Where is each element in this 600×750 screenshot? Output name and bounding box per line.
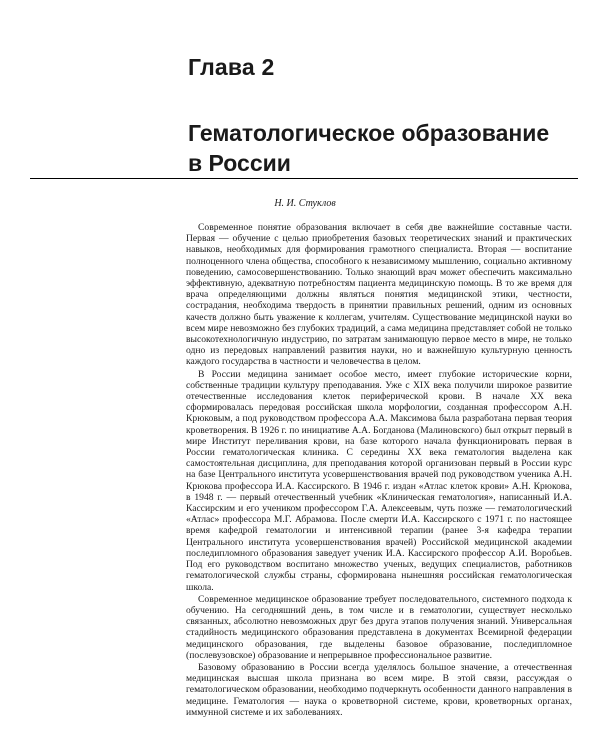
title-rule (30, 178, 578, 179)
paragraph-4: Базовому образованию в России всегда уделялось большое значение, а отечественная медицинская высшая школа признана во всем мире. В этой связи, рассуждая о гематологическом образовании, необходимо подчеркнуть особенности данного направления в медицине. Гематология — наука о кроветворной системе, крови, кроветворных органах, иммунной системе и их заболеваниях. (186, 661, 572, 718)
paragraph-2: В России медицина занимает особое место, имеет глубокие исторические корни, собственные традиции культуру преподавания. Уже с XIX века получили широкое развитие отечественные исследования клеток периферической крови. В начале XX века сформировалась передовая российская школа морфологии, созданная профессором А.Н. Крюковым, а под руководством профессора А.А. Максимова была разработана первая теория кроветворения. В 1926 г. по инициативе А.А. Богданова (Малиновского) был открыт первый в мире Институт переливания крови, на базе которого начала функционировать первая в России гематологическая клиника. С середины XX века гематология выделена как самостоятельная дисциплина, для преподавания которой организован первый в России курс на базе Центрального института усовершенствования врачей под руководством ученика А.Н. Крюкова профессора И.А. Кассирского. В 1946 г. издан «Атлас клеток крови» А.Н. Крюкова, в 1948 г. — первый отечественный учебник «Клиническая гематология», написанный И.А. Кассирским и его учеником профессором Г.А. Алексеевым, чуть позже — гематологический «Атлас» профессора М.Г. Абрамова. После смерти И.А. Кассирского с 1971 г. по настоящее время кафедрой гематологии и интенсивной терапии (ранее 3-я кафедра терапии Центрального института усовершенствования врачей) Российской медицинской академии последипломного образования заведует ученик И.А. Кассирского профессор А.И. Воробьев. Под его руководством воспитано множество ученых, ведущих специалистов, работников гематологической службы страны, сформирована нынешняя российская гематологическая школа. (186, 368, 572, 593)
chapter-body (186, 222, 572, 719)
author-name: Н. И. Стуклов (274, 198, 336, 209)
chapter-title: Гематологическое образование в России (188, 120, 550, 176)
chapter-label: Глава 2 (188, 54, 275, 80)
paragraph-3: Современное медицинское образование требует последовательного, системного подхода к обучению. На сегодняшний день, в том числе и в гематологии, существует несколько связанных, абсолютно невозможных друг без друга этапов получения знаний. Универсальная стадийность медицинского образования представлена в документах Всемирной федерации медицинского образования, где выделены базовое образование, последипломное (послевузовское) образование и непрерывное профессиональное развитие. (186, 593, 572, 661)
paragraph-1: Современное понятие образования включает в себя две важнейшие составные части. Первая — обучение с целью приобретения базовых теоретических знаний и практических навыков, необходимых для формирования грамотного специалиста. Вторая — воспитание полноценного члена общества, способного к независимому мышлению, социально активному поведению, самосовершенствованию. Только знающий врач может обеспечить максимально эффективную, адекватную потребностям пациента медицинскую помощь. В то же время для врача определяющими должны являться понятия медицинской этики, честности, сострадания, необходима твердость в принятии правильных решений, одним из основных качеств должно быть уважение к коллегам, учителям. Существование медицинской науки во всем мире невозможно без глубоких традиций, а сама медицина представляет собой не только высокотехнологичную индустрию, по затратам занимающую первое место в мире, не только одно из передовых направлений развития науки, но и важнейшую культурную ценность каждого государства в частности и человечества в целом. (186, 222, 572, 368)
